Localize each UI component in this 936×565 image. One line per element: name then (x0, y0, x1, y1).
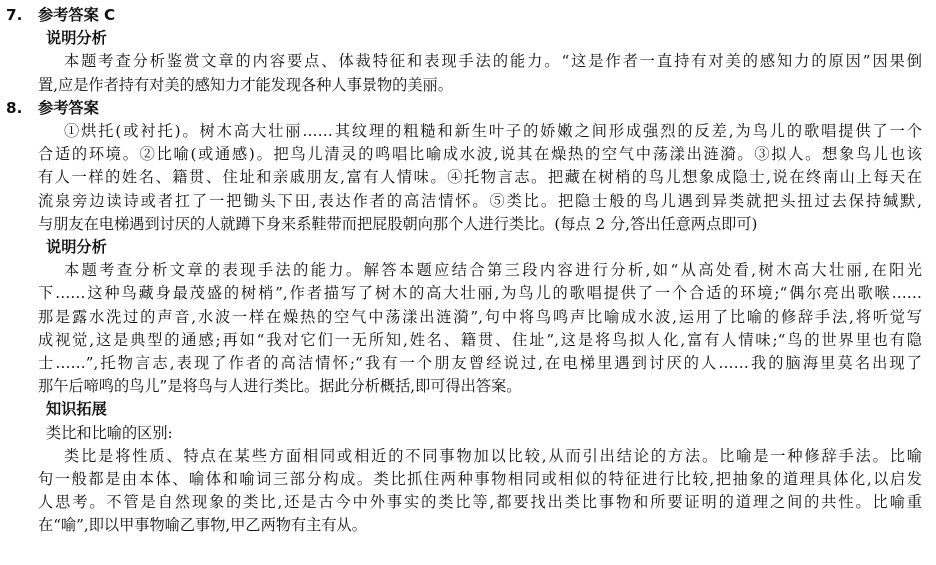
q8-answer-line: 有人一样的姓名、籍贯、住址和亲戚朋友,富有人情味。④托物言志。把藏在树梢的鸟儿想象成隐士,说在终南山上每天在 (38, 168, 922, 187)
q8-extension-line: 人思考。不管是自然现象的类比,还是古今中外事实的类比等,都要找出类比事物和所要证明的道理之间的共性。比喻重 (38, 493, 922, 512)
q8-extension-line: 在“喻”,即以甲事物喻乙事物,甲乙两物有主有从。 (38, 516, 367, 535)
q7-explanation-line: 置,应是作者持有对美的感知力才能发现各种人事景物的美丽。 (38, 75, 453, 94)
q7-header (6, 4, 922, 27)
q8-number: 8. (6, 98, 23, 117)
q8-extension-intro: 类比和比喻的区别: (46, 423, 173, 442)
q8-explanation-line: 本题考查分析文章的表现手法的能力。解答本题应结合第三段内容进行分析,如“从高处看,树木高大壮丽,在阳光 (64, 261, 922, 280)
q8-answer-line: 合适的环境。②比喻(或通感)。把鸟儿清灵的鸣唱比喻成水波,说其在燥热的空气中荡漾出涟漪。③拟人。想象鸟儿也该 (38, 145, 922, 164)
q8-explanation-line: 成视觉,这是典型的通感;再如“我对它们一无所知,姓名、籍贯、住址”,这是将鸟拟人化,富有人情味;“鸟的世界里也有隐 (38, 330, 922, 349)
q8-answer-label: 参考答案 (38, 98, 99, 117)
q7-answer-label: 参考答案 C (38, 6, 116, 24)
q7-explanation-heading: 说明分析 (46, 29, 107, 48)
q8-extension-line: 类比是将性质、特点在某些方面相同或相近的不同事物加以比较,从而引出结论的方法。比喻是一种修辞手法。比喻 (64, 446, 922, 465)
q7-explanation-line: 本题考查分析鉴赏文章的内容要点、体裁特征和表现手法的能力。“这是作者一直持有对美的感知力的原因”因果倒 (64, 52, 922, 71)
q8-explanation-line: 下……这种鸟藏身最茂盛的树梢”,作者描写了树木的高大壮丽,为鸟儿的歌唱提供了一个合适的环境;“偶尔亮出歌喉…… (38, 284, 922, 303)
q7-number: 7. (6, 6, 23, 24)
q8-extension-heading: 知识拓展 (46, 400, 107, 419)
q8-extension-line: 句一般都是由本体、喻体和喻词三部分构成。类比抓住两种事物相同或相似的特征进行比较,把抽象的道理具体化,以启发 (38, 470, 922, 489)
q8-explanation-line: 那午后啼鸣的鸟儿”是将鸟与人进行类比。据此分析概括,即可得出答案。 (38, 377, 522, 396)
q8-explanation-line: 那是露水洗过的声音,水波一样在燥热的空气中荡漾出涟漪”,句中将鸟鸣声比喻成水波,运用了比喻的修辞手法,将听觉写 (38, 307, 922, 326)
q8-explanation-line: 士……”,托物言志,表现了作者的高洁情怀;“我有一个朋友曾经说过,在电梯里遇到讨厌的人……我的脑海里莫名出现了 (38, 354, 922, 373)
q8-answer-line: ①烘托(或衬托)。树木高大壮丽……其纹理的粗糙和新生叶子的娇嫩之间形成强烈的反差,为鸟儿的歌唱提供了一个 (64, 122, 922, 141)
q8-answer-line: 与朋友在电梯遇到讨厌的人就蹲下身来系鞋带而把屁股朝向那个人进行类比。(每点 2 分,答出任意两点即可) (38, 214, 758, 233)
q8-header (6, 97, 922, 120)
q8-explanation-heading: 说明分析 (46, 238, 107, 257)
q8-answer-line: 流泉旁边读诗或者扛了一把锄头下田,表达作者的高洁情怀。⑤类比。把隐士般的鸟儿遇到异类就把头扭过去保持缄默, (38, 191, 922, 210)
